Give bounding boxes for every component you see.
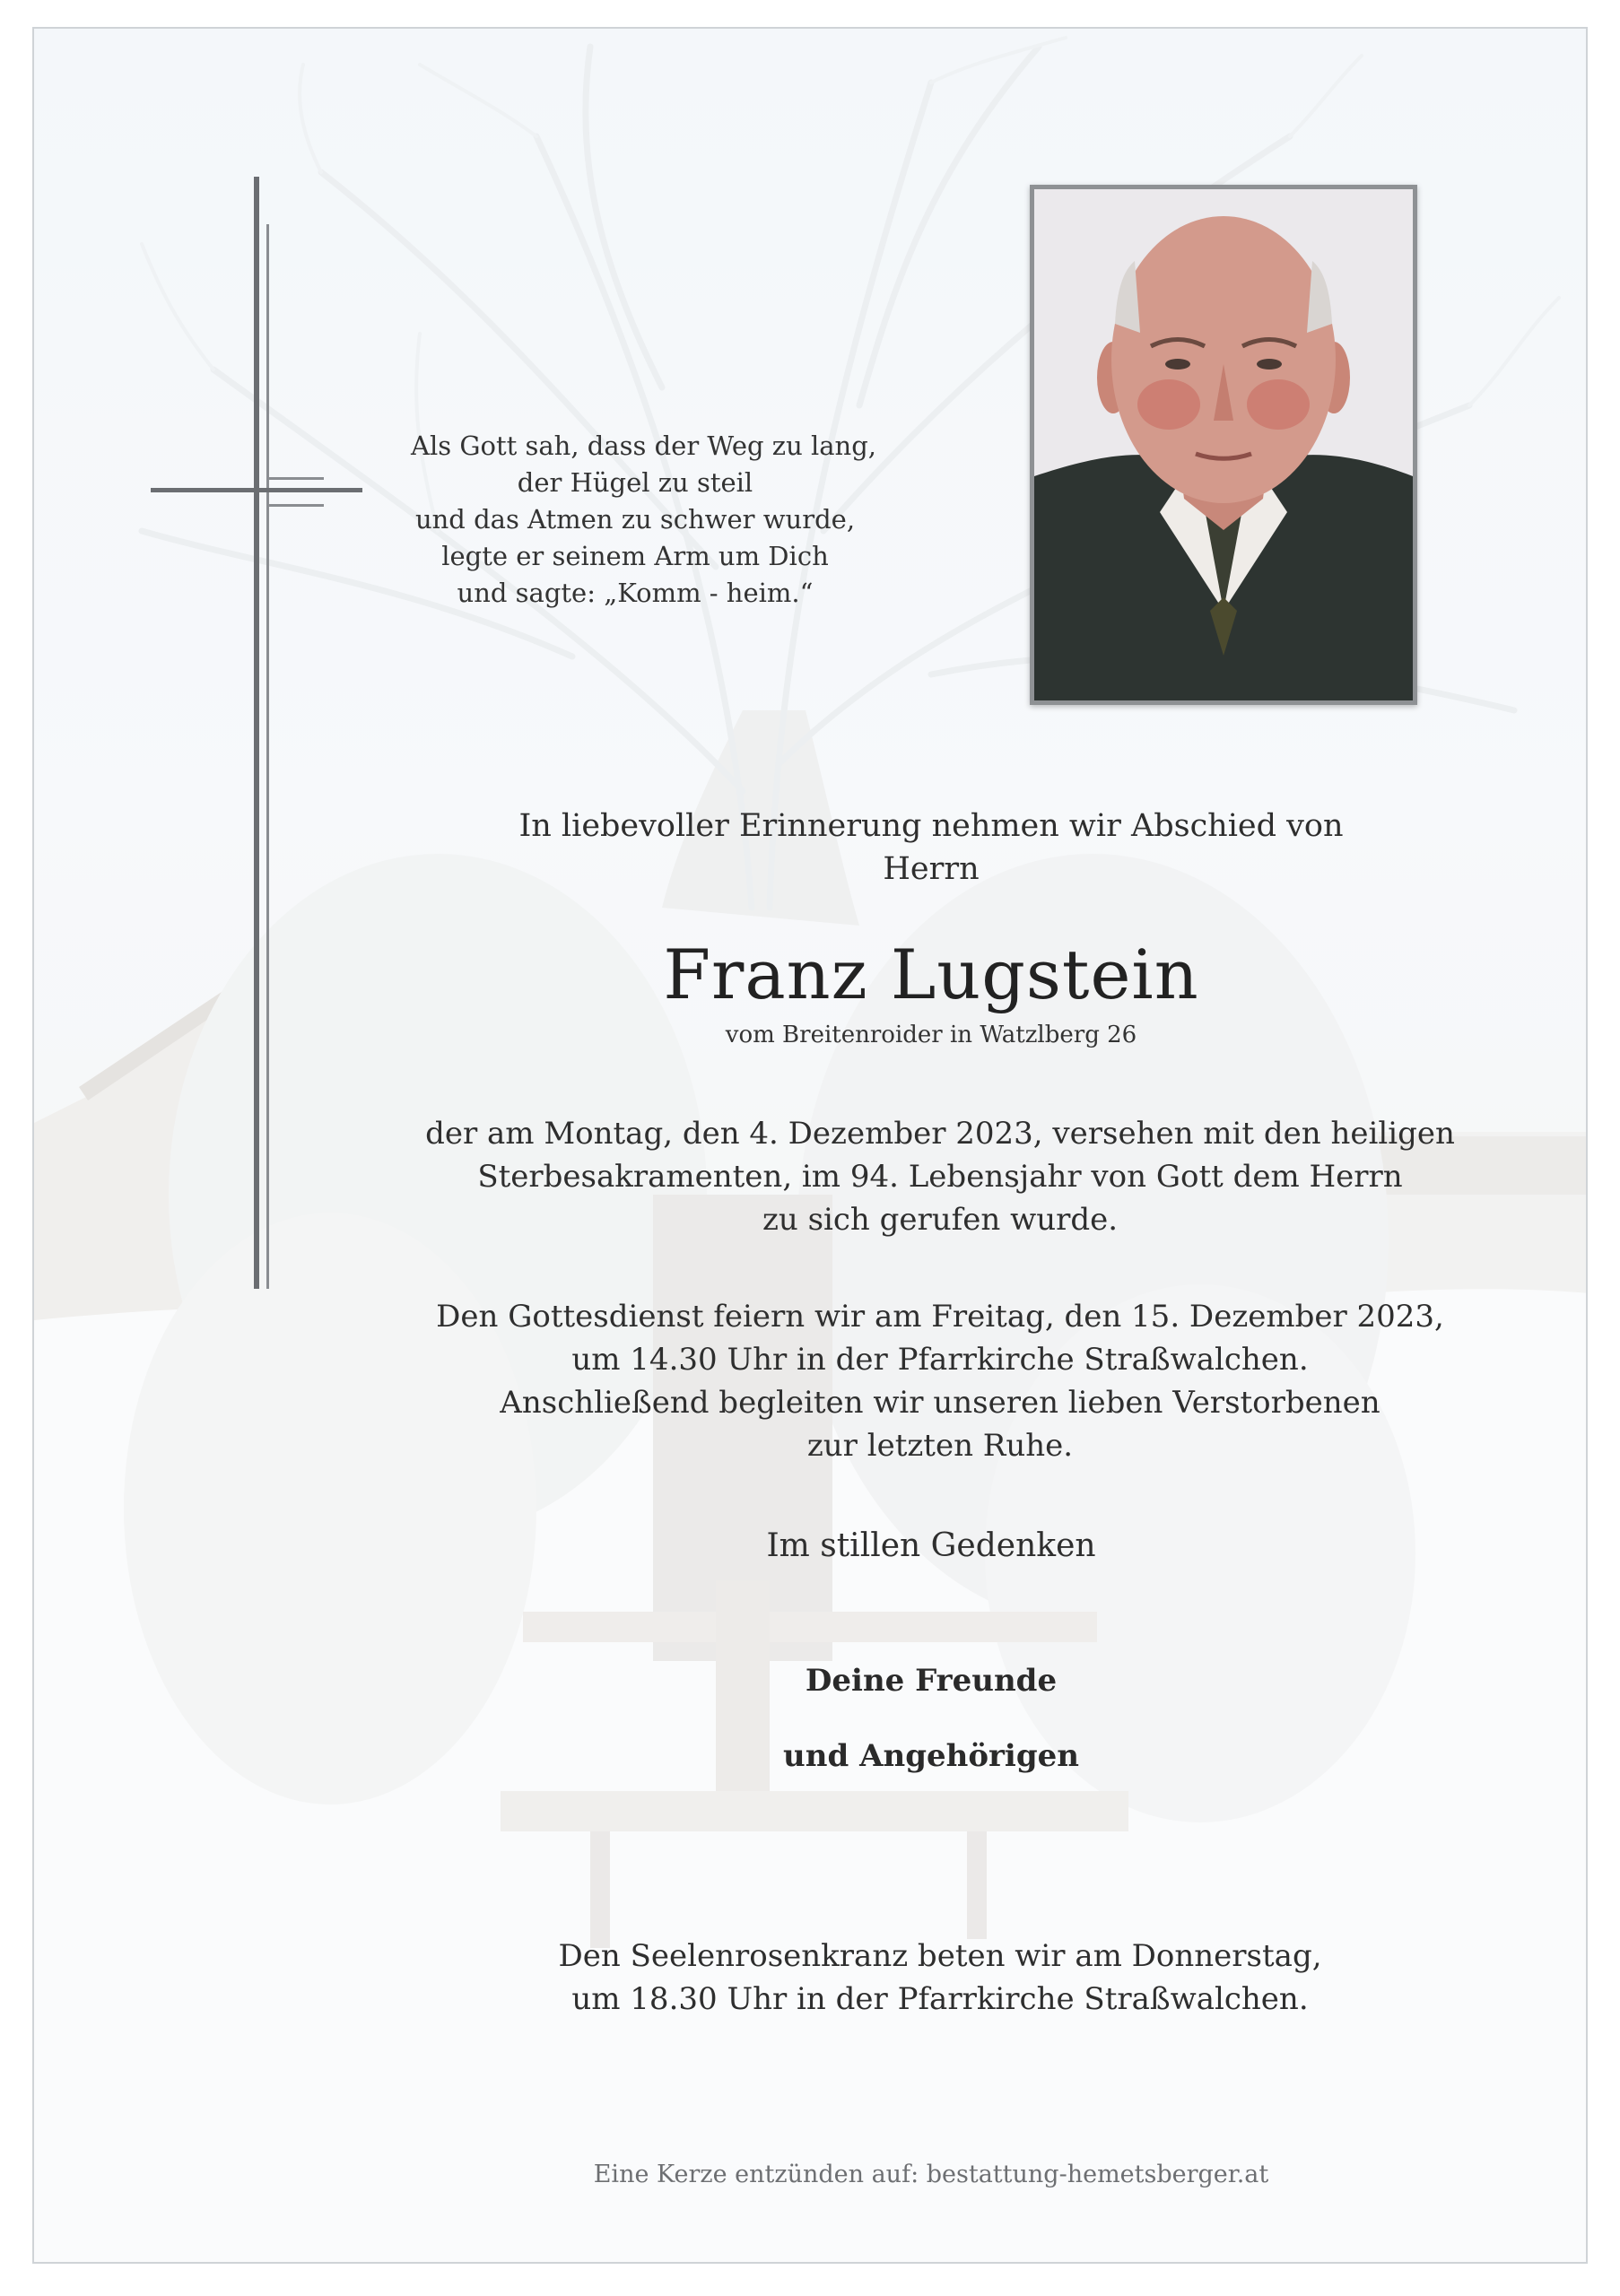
memorial-poem xyxy=(411,428,876,612)
rosary-notice xyxy=(393,1935,1487,2021)
deceased-name: Franz Lugstein xyxy=(663,935,1199,1014)
obituary-card xyxy=(32,27,1588,2264)
notice-line: Anschließend begleiten wir unseren lieben Verstorbenen xyxy=(500,1385,1380,1421)
notice-line: Den Seelenrosenkranz beten wir am Donnerstag, xyxy=(558,1938,1322,1974)
signer-line: und Angehörigen xyxy=(783,1738,1079,1774)
death-notice xyxy=(393,1112,1487,1241)
notice-line: zur letzten Ruhe. xyxy=(806,1428,1074,1464)
intro-line: In liebevoller Erinnerung nehmen wir Abschied von xyxy=(518,808,1344,844)
poem-line: legte er seinem Arm um Dich xyxy=(441,541,829,571)
candle-link-text: Eine Kerze entzünden auf: bestattung-hemetsberger.at xyxy=(593,2161,1269,2188)
intro-text xyxy=(393,804,1469,891)
poem-line: und das Atmen zu schwer wurde, xyxy=(414,504,856,535)
poem-line: und sagte: „Komm - heim.“ xyxy=(457,578,814,608)
portrait-image xyxy=(1034,189,1413,700)
notice-line: um 14.30 Uhr in der Pfarrkirche Straßwalchen. xyxy=(571,1342,1309,1378)
poem-line: der Hügel zu steil xyxy=(517,467,753,498)
deceased-origin: vom Breitenroider in Watzlberg 26 xyxy=(725,1022,1137,1048)
portrait-photo xyxy=(1030,185,1417,705)
notice-line: um 18.30 Uhr in der Pfarrkirche Straßwalchen. xyxy=(571,1981,1309,2017)
poem-line: Als Gott sah, dass der Weg zu lang, xyxy=(411,430,876,461)
intro-line: Herrn xyxy=(883,851,980,887)
notice-line: der am Montag, den 4. Dezember 2023, versehen mit den heiligen xyxy=(425,1116,1455,1152)
notice-line: Sterbesakramenten, im 94. Lebensjahr von Gott dem Herrn xyxy=(477,1159,1403,1195)
funeral-notice xyxy=(393,1295,1487,1467)
signers xyxy=(393,1643,1469,1794)
signer-line: Deine Freunde xyxy=(805,1663,1058,1699)
closing-phrase: Im stillen Gedenken xyxy=(766,1527,1096,1564)
notice-line: Den Gottesdienst feiern wir am Freitag, den 15. Dezember 2023, xyxy=(436,1299,1444,1335)
notice-line: zu sich gerufen wurde. xyxy=(762,1202,1119,1238)
